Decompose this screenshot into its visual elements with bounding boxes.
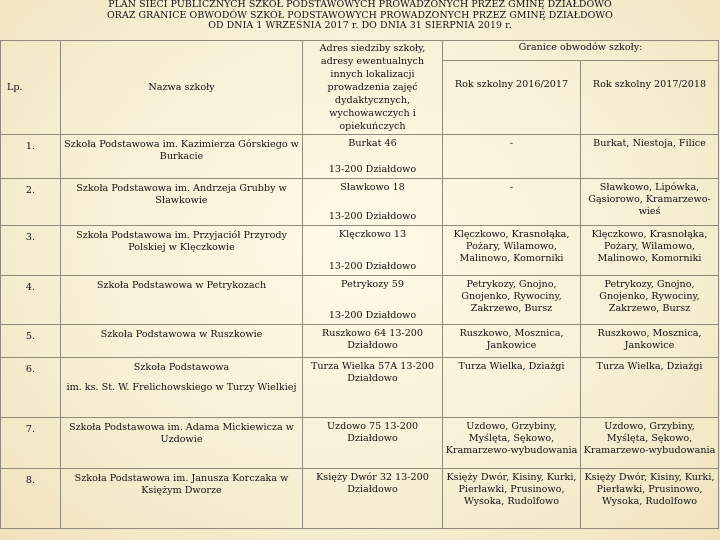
boundary-2016: Ruszkowo, Mosznica, Jankowice — [443, 325, 581, 358]
school-address: Ruszkowo 64 13-200 Działdowo — [303, 325, 443, 358]
table-row — [1, 135, 719, 179]
boundary-2017: Uzdowo, Grzybiny, Myślęta, Sękowo, Kramarzewo-wybudowania — [581, 418, 719, 469]
school-name: Szkoła Podstawowa im. Kazimierza Górskiego w Burkacie — [61, 135, 303, 179]
boundary-2016: - — [443, 135, 581, 179]
address-line-1: Sławkowo 18 — [340, 182, 405, 193]
header-year-2017: Rok szkolny 2017/2018 — [581, 61, 719, 135]
school-address — [303, 226, 443, 276]
row-lp: 4. — [1, 276, 61, 325]
title-line-3: OD DNIA 1 WRZEŚNIA 2017 r. DO DNIA 31 SIERPNIA 2019 r. — [208, 20, 512, 31]
boundary-2016: Petrykozy, Gnojno, Gnojenko, Rywociny, Zakrzewo, Bursz — [443, 276, 581, 325]
header-lp: Lp. — [1, 41, 61, 135]
boundary-2017: Klęczkowo, Krasnołąka, Pożary, Wilamowo, Malinowo, Komorniki — [581, 226, 719, 276]
title-line-2: ORAZ GRANICE OBWODÓW SZKÓŁ PODSTAWOWYCH PROWADZONYCH PRZEZ GMINĘ DZIAŁDOWO — [107, 9, 613, 21]
address-line-2: 13-200 Działdowo — [328, 164, 417, 175]
boundary-2017: Petrykozy, Gnojno, Gnojenko, Rywociny, Zakrzewo, Bursz — [581, 276, 719, 325]
school-name: Szkoła Podstawowa w Petrykozach — [61, 276, 303, 325]
schools-table — [0, 40, 719, 529]
header-name: Nazwa szkoły — [61, 41, 303, 135]
school-name: Szkoła Podstawowa im. Przyjaciół Przyrody Polskiej w Klęczkowie — [61, 226, 303, 276]
table-row — [1, 358, 719, 418]
table-row — [1, 418, 719, 469]
boundary-2017: Burkat, Niestoja, Filice — [581, 135, 719, 179]
school-name-line-2: im. ks. St. W. Frelichowskiego w Turzy Wielkiej — [66, 382, 297, 393]
address-line-1: Burkat 46 — [348, 138, 397, 149]
school-name: Szkoła Podstawowa im. Janusza Korczaka w Księżym Dworze — [61, 469, 303, 529]
school-address — [303, 179, 443, 226]
row-lp: 8. — [1, 469, 61, 529]
header-year-2016: Rok szkolny 2016/2017 — [443, 61, 581, 135]
table-row — [1, 276, 719, 325]
document-title — [0, 0, 720, 32]
school-name: Szkoła Podstawowa w Ruszkowie — [61, 325, 303, 358]
boundary-2016: Turza Wielka, Dziażgi — [443, 358, 581, 418]
boundary-2016: - — [443, 179, 581, 226]
school-address — [303, 276, 443, 325]
table-row — [1, 179, 719, 226]
title-line-1: PLAN SIECI PUBLICZNYCH SZKÓŁ PODSTAWOWYCH PROWADZONYCH PRZEZ GMINĘ DZIAŁDOWO — [108, 0, 612, 10]
row-lp: 5. — [1, 325, 61, 358]
school-address — [303, 135, 443, 179]
boundary-2017: Księży Dwór, Kisiny, Kurki, Pierławki, Prusinowo, Wysoka, Rudolfowo — [581, 469, 719, 529]
boundary-2017: Sławkowo, Lipówka, Gąsiorowo, Kramarzewo-wieś — [581, 179, 719, 226]
row-lp: 6. — [1, 358, 61, 418]
school-address: Księży Dwór 32 13-200 Działdowo — [303, 469, 443, 529]
school-name-line-1: Szkoła Podstawowa — [133, 362, 230, 373]
school-name: Szkoła Podstawowa im. Adama Mickiewicza w Uzdowie — [61, 418, 303, 469]
header-address: Adres siedziby szkoły, adresy ewentualnych innych lokalizacji prowadzenia zajęć dydaktycznych, wychowawczych i opiekuńczych — [303, 41, 443, 135]
boundary-2016: Księży Dwór, Kisiny, Kurki, Pierławki, Prusinowo, Wysoka, Rudolfowo — [443, 469, 581, 529]
address-line-1: Petrykozy 59 — [341, 279, 404, 290]
row-lp: 2. — [1, 179, 61, 226]
boundary-2017: Turza Wielka, Dziażgi — [581, 358, 719, 418]
table-row — [1, 325, 719, 358]
address-line-2: 13-200 Działdowo — [328, 310, 417, 321]
header-boundaries: Granice obwodów szkoły: — [443, 41, 719, 61]
school-address: Uzdowo 75 13-200 Działdowo — [303, 418, 443, 469]
address-line-1: Klęczkowo 13 — [338, 229, 407, 240]
boundary-2017: Ruszkowo, Mosznica, Jankowice — [581, 325, 719, 358]
boundary-2016: Klęczkowo, Krasnołąka, Pożary, Wilamowo, Malinowo, Komorniki — [443, 226, 581, 276]
table-row — [1, 226, 719, 276]
school-name — [61, 358, 303, 418]
school-name: Szkoła Podstawowa im. Andrzeja Grubby w Sławkowie — [61, 179, 303, 226]
table-row — [1, 469, 719, 529]
school-address: Turza Wielka 57A 13-200 Działdowo — [303, 358, 443, 418]
row-lp: 1. — [1, 135, 61, 179]
row-lp: 7. — [1, 418, 61, 469]
address-line-2: 13-200 Działdowo — [328, 261, 417, 272]
row-lp: 3. — [1, 226, 61, 276]
address-line-2: 13-200 Działdowo — [328, 211, 417, 222]
boundary-2016: Uzdowo, Grzybiny, Myślęta, Sękowo, Kramarzewo-wybudowania — [443, 418, 581, 469]
